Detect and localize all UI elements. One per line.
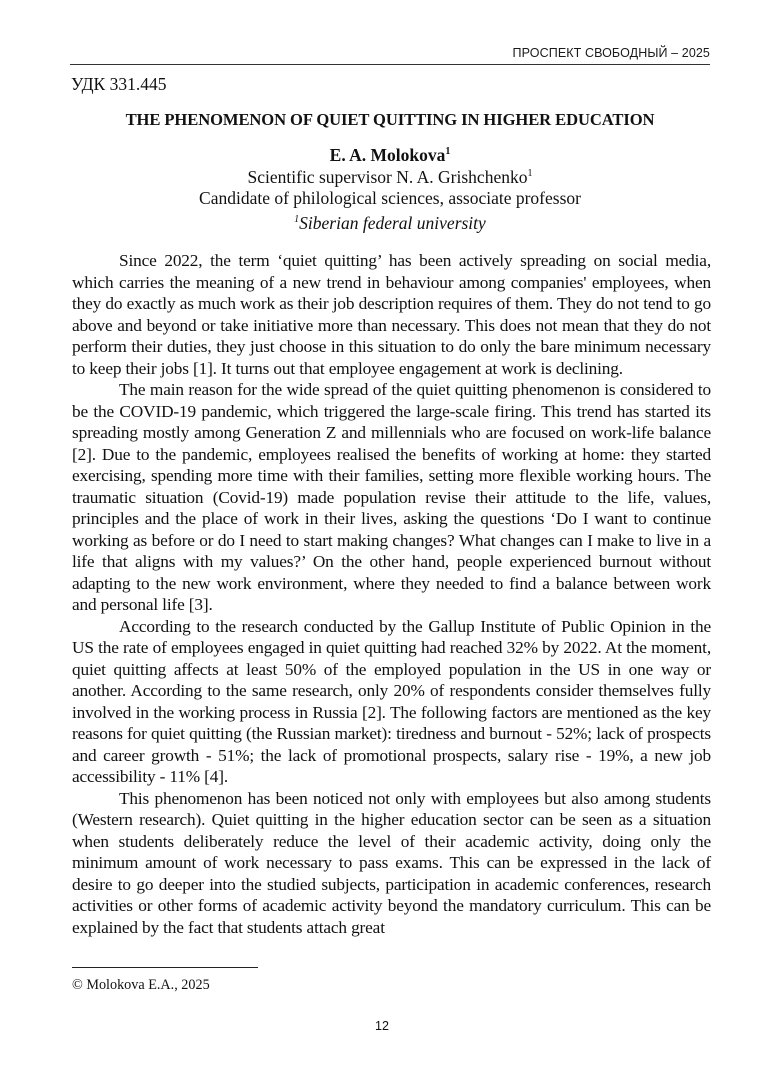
author-block: [70, 145, 710, 234]
affiliation-name: Siberian federal university: [299, 212, 486, 233]
article-title: THE PHENOMENON OF QUIET QUITTING IN HIGHER EDUCATION: [125, 110, 655, 129]
footnote-divider: [72, 967, 258, 968]
author-line: [70, 145, 710, 167]
affiliation-line: [70, 213, 710, 235]
page-number: 12: [375, 1019, 389, 1033]
author-affiliation-mark: 1: [445, 146, 451, 157]
article-body: [72, 250, 711, 938]
supervisor-line: [70, 167, 710, 189]
paragraph-1: Since 2022, the term ‘quiet quitting’ has been actively spreading on social media, which carries the meaning of a new trend in behaviour among companies' employees, when they do exactly as much work as their job description requires of them. They do not tend to go above and beyond or take initiative more than necessary. This does not mean that they do not perform their duties, they just choose in this situation to do only the bare minimum necessary to keep their jobs [1]. It turns out that employee engagement at work is declining.: [72, 251, 711, 378]
udc-code: УДК 331.445: [71, 74, 167, 94]
paragraph-4: This phenomenon has been noticed not only with employees but also among students (Western research). Quiet quitting in the higher education sector can be seen as a situation when students deliberately reduce the level of their academic activity, doing only the minimum amount of work necessary to pass exams. This can be expressed in the lack of desire to go deeper into the studied subjects, participation in academic conferences, research activities or other forms of academic activity beyond the mandatory curriculum. This can be explained by the fact that students attach great: [72, 788, 711, 937]
supervisor-affiliation-mark: 1: [527, 167, 533, 179]
paragraph-2: The main reason for the wide spread of the quiet quitting phenomenon is considered to be the COVID-19 pandemic, which triggered the large-scale firing. This trend has started its spreading mostly among Generation Z and millennials who are focused on work-life balance [2]. Due to the pandemic, employees realised the benefits of working at home: they started exercising, spending more time with their families, setting more flexible working hours. The traumatic situation (Covid-19) made population revise their attitude to the life, values, principles and the place of work in their lives, asking the questions ‘Do I want to continue working as before or do I need to start making changes? What changes can I make to live in a life that aligns with my values?’ On the other hand, people experienced burnout without adapting to the new work environment, where they needed to find a balance between work and personal life [3].: [72, 380, 711, 614]
running-header: [70, 44, 710, 65]
supervisor-title: Candidate of philological sciences, associate professor: [199, 188, 581, 208]
journal-running-title: ПРОСПЕКТ СВОБОДНЫЙ – 2025: [512, 46, 710, 60]
author-name: E. A. Molokova: [329, 145, 446, 165]
affiliation-mark: 1: [294, 213, 300, 225]
supervisor-name: Scientific supervisor N. A. Grishchenko: [247, 166, 528, 187]
paragraph-3: According to the research conducted by the Gallup Institute of Public Opinion in the US the rate of employees engaged in quiet quitting had reached 32% by 2022. At the moment, quiet quitting affects at least 50% of the employed population in the US in one way or another. According to the same research, only 20% of respondents consider themselves fully involved in the working process in Russia [2]. The following factors are mentioned as the key reasons for quiet quitting (the Russian market): tiredness and burnout - 52%; lack of prospects and career growth - 51%; the lack of promotional prospects, salary rise - 19%, a new job accessibility - 11% [4].: [72, 616, 711, 786]
copyright-footnote: © Molokova E.A., 2025: [72, 977, 210, 993]
